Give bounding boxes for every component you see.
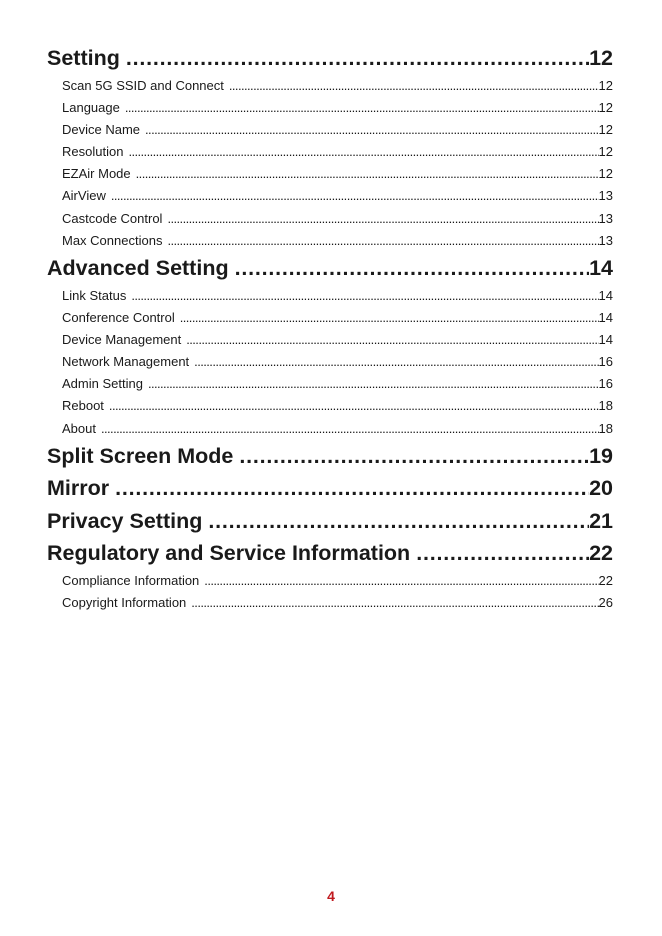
toc-section-title: Regulatory and Service Information (47, 541, 411, 566)
toc-item-title: About (62, 420, 96, 436)
toc-item-page: 12 (598, 77, 613, 93)
toc-item[interactable] (47, 163, 613, 185)
toc-item-title: Admin Setting (62, 376, 143, 392)
toc-item-title: Conference Control (62, 309, 175, 325)
toc-item-page: 12 (598, 144, 613, 160)
toc-item[interactable] (47, 230, 613, 252)
toc-item[interactable] (47, 208, 613, 230)
dot-leader (162, 208, 598, 230)
toc-section-regulatory-information[interactable] (47, 537, 613, 570)
toc-item-page: 12 (598, 166, 613, 182)
toc-item-title: EZAir Mode (62, 166, 131, 182)
toc-item-title: Reboot (62, 398, 104, 414)
dot-leader (106, 185, 599, 207)
dot-leader (410, 537, 589, 570)
dot-leader (186, 592, 598, 614)
toc-section-mirror[interactable] (47, 472, 613, 505)
toc-item-page: 18 (598, 398, 613, 414)
dot-leader (143, 373, 599, 395)
toc-section-page: 14 (589, 256, 613, 280)
toc-section-advanced-setting[interactable] (47, 252, 613, 285)
dot-leader (96, 418, 599, 440)
toc-section-page: 20 (589, 476, 613, 501)
dot-leader (229, 252, 589, 285)
toc-item-title: AirView (62, 188, 106, 204)
toc-item-page: 22 (598, 572, 613, 588)
toc-item[interactable] (47, 418, 613, 440)
dot-leader (109, 472, 589, 505)
toc-item-title: Device Management (62, 331, 182, 347)
toc-section-title: Mirror (47, 476, 110, 501)
toc-item[interactable] (47, 373, 613, 395)
toc-item-page: 13 (598, 232, 613, 248)
toc-item-page: 12 (598, 99, 613, 115)
dot-leader (175, 307, 599, 329)
toc-item-title: Network Management (62, 354, 190, 370)
toc-item-title: Compliance Information (62, 572, 200, 588)
toc-item[interactable] (47, 351, 613, 373)
dot-leader (104, 395, 599, 417)
toc-item-page: 14 (598, 309, 613, 325)
dot-leader (162, 230, 598, 252)
dot-leader (181, 329, 598, 351)
dot-leader (120, 97, 599, 119)
dot-leader (202, 505, 589, 538)
toc-item-title: Scan 5G SSID and Connect (62, 77, 224, 93)
table-of-contents (47, 42, 613, 614)
toc-item-page: 13 (598, 188, 613, 204)
toc-section-page: 12 (589, 46, 613, 70)
toc-item[interactable] (47, 395, 613, 417)
toc-section-title: Advanced Setting (47, 256, 229, 280)
toc-item-page: 16 (598, 376, 613, 392)
toc-section-split-screen-mode[interactable] (47, 440, 613, 473)
toc-item[interactable] (47, 570, 613, 592)
toc-section-page: 21 (589, 508, 613, 533)
toc-section-page: 22 (589, 541, 613, 566)
toc-item[interactable] (47, 141, 613, 163)
dot-leader (199, 570, 598, 592)
dot-leader (120, 42, 589, 75)
toc-section-page: 19 (589, 443, 613, 468)
toc-item-title: Resolution (62, 144, 124, 160)
toc-item[interactable] (47, 307, 613, 329)
toc-item[interactable] (47, 329, 613, 351)
toc-section-setting[interactable] (47, 42, 613, 75)
toc-item-page: 13 (598, 210, 613, 226)
toc-item[interactable] (47, 285, 613, 307)
toc-item[interactable] (47, 185, 613, 207)
toc-item-page: 16 (598, 354, 613, 370)
dot-leader (140, 119, 599, 141)
toc-item[interactable] (47, 97, 613, 119)
toc-item-title: Link Status (62, 287, 127, 303)
toc-item-title: Castcode Control (62, 210, 163, 226)
dot-leader (189, 351, 598, 373)
toc-item-title: Language (62, 99, 120, 115)
toc-item[interactable] (47, 119, 613, 141)
dot-leader (233, 440, 589, 473)
toc-section-title: Split Screen Mode (47, 443, 234, 468)
dot-leader (123, 141, 598, 163)
toc-item-page: 14 (598, 287, 613, 303)
toc-item-title: Max Connections (62, 232, 163, 248)
dot-leader (126, 285, 598, 307)
dot-leader (131, 163, 599, 185)
toc-item-page: 12 (598, 121, 613, 137)
dot-leader (224, 75, 599, 97)
toc-item[interactable] (47, 592, 613, 614)
toc-item-title: Device Name (62, 121, 141, 137)
toc-item[interactable] (47, 75, 613, 97)
toc-item-page: 18 (598, 420, 613, 436)
toc-item-page: 14 (598, 331, 613, 347)
toc-item-page: 26 (598, 595, 613, 610)
toc-section-title: Setting (47, 46, 120, 70)
toc-section-privacy-setting[interactable] (47, 505, 613, 538)
toc-item-title: Copyright Information (62, 595, 187, 610)
toc-section-title: Privacy Setting (47, 508, 203, 533)
page-number: 4 (327, 888, 335, 904)
